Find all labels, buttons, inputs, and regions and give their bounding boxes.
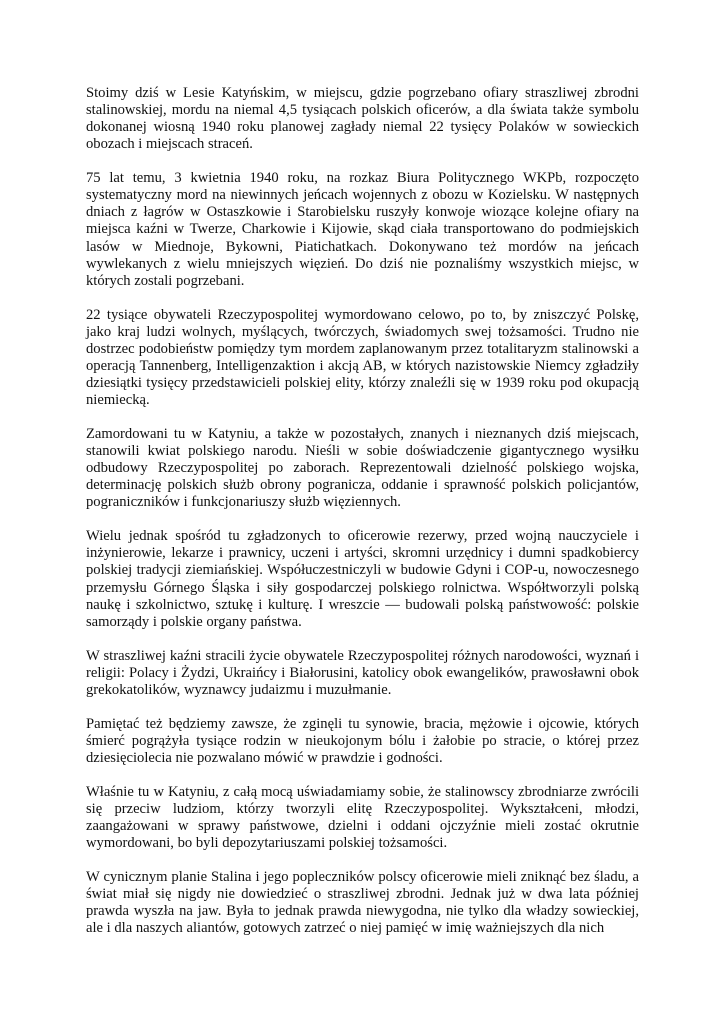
- paragraph-6: W straszliwej kaźni stracili życie obywatele Rzeczypospolitej różnych narodowości, wyznań i religii: Polacy i Żydzi, Ukraińcy i Białorusini, katolicy obok ewangelików, prawosławni obok grekokatolików, wyznawcy judaizmu i muzułmanie.: [86, 647, 639, 698]
- paragraph-5: Wielu jednak spośród tu zgładzonych to oficerowie rezerwy, przed wojną nauczyciele i inżynierowie, lekarze i prawnicy, uczeni i artyści, skromni urzędnicy i dumni spadkobiercy polskiej tradycji ziemiańskiej. Współuczestniczyli w budowie Gdyni i COP-u, nowoczesnego przemysłu Górnego Śląska i siły gospodarczej polskiego rolnictwa. Współtworzyli polską naukę i szkolnictwo, sztukę i kulturę. I wreszcie — budowali polską państwowość: polskie samorządy i polskie organy państwa.: [86, 528, 639, 630]
- document-page: [86, 85, 639, 954]
- paragraph-8: Właśnie tu w Katyniu, z całą mocą uświadamiamy sobie, że stalinowscy zbrodniarze zwrócili się przeciw ludziom, którzy tworzyli elitę Rzeczypospolitej. Wykształceni, młodzi, zaangażowani w sprawy państwowe, dzielni i oddani ojczyźnie mieli zostać okrutnie wymordowani, bo byli depozytariuszami polskiej tożsamości.: [86, 783, 639, 852]
- paragraph-3: 22 tysiące obywateli Rzeczypospolitej wymordowano celowo, po to, by zniszczyć Polskę, jako kraj ludzi wolnych, myślących, twórczych, świadomych swej tożsamości. Trudno nie dostrzec podobieństw pomiędzy tym mordem zaplanowanym przez totalitaryzm stalinowski a operacją Tannenberg, Intelligenzaktion i akcją AB, w których nazistowskie Niemcy zgładziły dziesiątki tysięcy przedstawicieli polskiej elity, którzy znaleźli się w 1939 roku pod okupacją niemiecką.: [86, 306, 639, 409]
- paragraph-4: Zamordowani tu w Katyniu, a także w pozostałych, znanych i nieznanych dziś miejscach, stanowili kwiat polskiego narodu. Nieśli w sobie doświadczenie gigantycznego wysiłku odbudowy Rzeczypospolitej po zaborach. Reprezentowali dzielność polskiego wojska, determinację polskich służb obrony pogranicza, oddanie i sprawność polskich policjantów, pograniczników i funkcjonariuszy służb więziennych.: [86, 425, 639, 511]
- paragraph-1: Stoimy dziś w Lesie Katyńskim, w miejscu, gdzie pogrzebano ofiary straszliwej zbrodni stalinowskiej, mordu na niemal 4,5 tysiącach polskich oficerów, a dla świata także symbolu dokonanej wiosną 1940 roku planowej zagłady niemal 22 tysięcy Polaków w sowieckich obozach i miejscach straceń.: [86, 85, 639, 153]
- paragraph-7: Pamiętać też będziemy zawsze, że zginęli tu synowie, bracia, mężowie i ojcowie, których śmierć pogrążyła tysiące rodzin w nieukojonym bólu i żałobie po stracie, o której przez dziesięciolecia nie pozwalano mówić w prawdzie i godności.: [86, 715, 639, 766]
- paragraph-9: W cynicznym planie Stalina i jego popleczników polscy oficerowie mieli zniknąć bez śladu, a świat miał się nigdy nie dowiedzieć o straszliwej zbrodni. Jednak już w dwa lata później prawda wyszła na jaw. Była to jednak prawda niewygodna, nie tylko dla władzy sowieckiej, ale i dla naszych aliantów, gotowych zatrzeć o niej pamięć w imię ważniejszych dla nich: [86, 868, 639, 937]
- paragraph-2: 75 lat temu, 3 kwietnia 1940 roku, na rozkaz Biura Politycznego WKPb, rozpoczęto systematyczny mord na niewinnych jeńcach wojennych z obozu w Kozielsku. W następnych dniach z łagrów w Ostaszkowie i Starobielsku ruszyły konwoje wiozące kolejne ofiary na miejsca kaźni w Twerze, Charkowie i Kijowie, skąd ciała transportowano do podmiejskich lasów w Miednoje, Bykowni, Piatichatkach. Dokonywano też mordów na jeńcach wywlekanych z wielu mniejszych więzień. Do dziś nie poznaliśmy wszystkich miejsc, w których zostali pogrzebani.: [86, 170, 639, 289]
